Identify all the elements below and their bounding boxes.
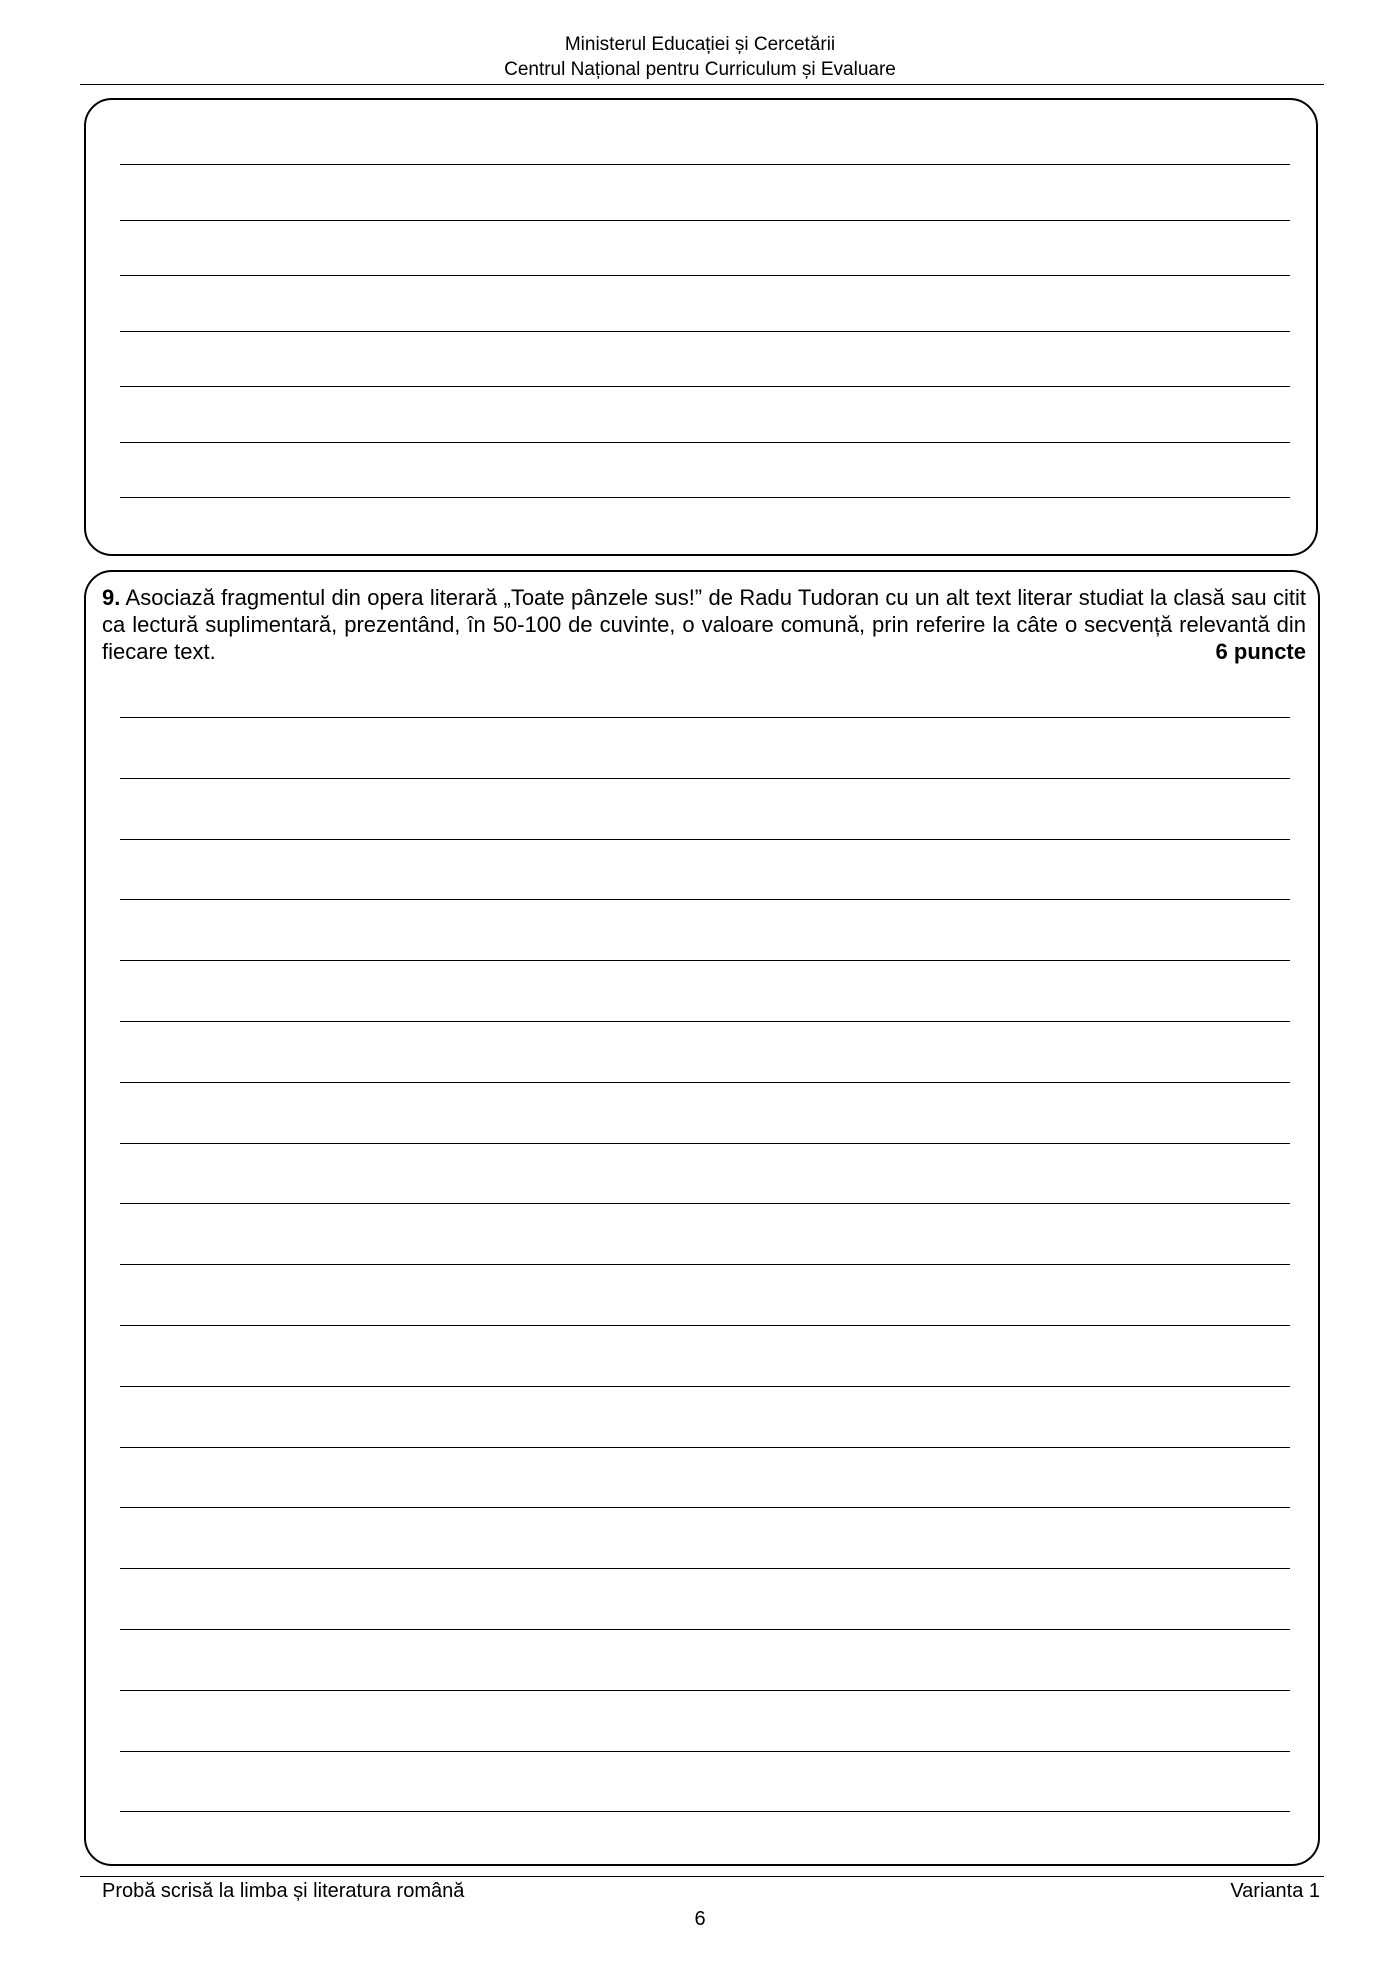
answer-line[interactable] <box>120 1264 1290 1265</box>
exam-variant: Varianta 1 <box>1230 1880 1320 1902</box>
answer-line[interactable] <box>120 1021 1290 1022</box>
answer-line[interactable] <box>120 1143 1290 1144</box>
answer-box-previous-question <box>84 98 1318 556</box>
answer-line[interactable] <box>120 1507 1290 1508</box>
answer-line[interactable] <box>120 275 1290 276</box>
answer-line[interactable] <box>120 839 1290 840</box>
answer-line[interactable] <box>120 1568 1290 1569</box>
answer-line[interactable] <box>120 899 1290 900</box>
answer-line[interactable] <box>120 1811 1290 1812</box>
answer-line[interactable] <box>120 778 1290 779</box>
answer-line[interactable] <box>120 1447 1290 1448</box>
question-number: 9. <box>102 585 121 610</box>
answer-line[interactable] <box>120 164 1290 165</box>
question-points: 6 puncte <box>1215 639 1306 664</box>
question-9-prompt <box>102 584 1306 665</box>
answer-line[interactable] <box>120 220 1290 221</box>
answer-line[interactable] <box>120 497 1290 498</box>
exam-subject: Probă scrisă la limba și literatura română <box>102 1880 465 1902</box>
question-9-box <box>84 570 1320 1866</box>
ministry-name: Ministerul Educației și Cercetării <box>564 34 836 55</box>
answer-line[interactable] <box>120 386 1290 387</box>
answer-line[interactable] <box>120 717 1290 718</box>
question-text: Asociază fragmentul din opera literară „Toate pânzele sus!” de Radu Tudoran cu un alt text literar studiat la clasă sau citit ca lectură suplimentară, prezentând, în 50-100 de cuvinte, o valoare comună, prin referire la câte o secvență relevantă din fiecare text. <box>102 585 1306 664</box>
answer-line[interactable] <box>120 960 1290 961</box>
answer-line[interactable] <box>120 1386 1290 1387</box>
answer-line[interactable] <box>120 1629 1290 1630</box>
answer-line[interactable] <box>120 1751 1290 1752</box>
answer-line[interactable] <box>120 331 1290 332</box>
answer-line[interactable] <box>120 442 1290 443</box>
answer-line[interactable] <box>120 1082 1290 1083</box>
answer-line[interactable] <box>120 1203 1290 1204</box>
header-divider <box>80 84 1324 85</box>
center-name: Centrul Național pentru Curriculum și Evaluare <box>504 59 896 80</box>
footer-divider <box>80 1876 1324 1877</box>
page-header <box>0 32 1400 82</box>
answer-line[interactable] <box>120 1690 1290 1691</box>
answer-line[interactable] <box>120 1325 1290 1326</box>
page-number: 6 <box>694 1908 706 1930</box>
